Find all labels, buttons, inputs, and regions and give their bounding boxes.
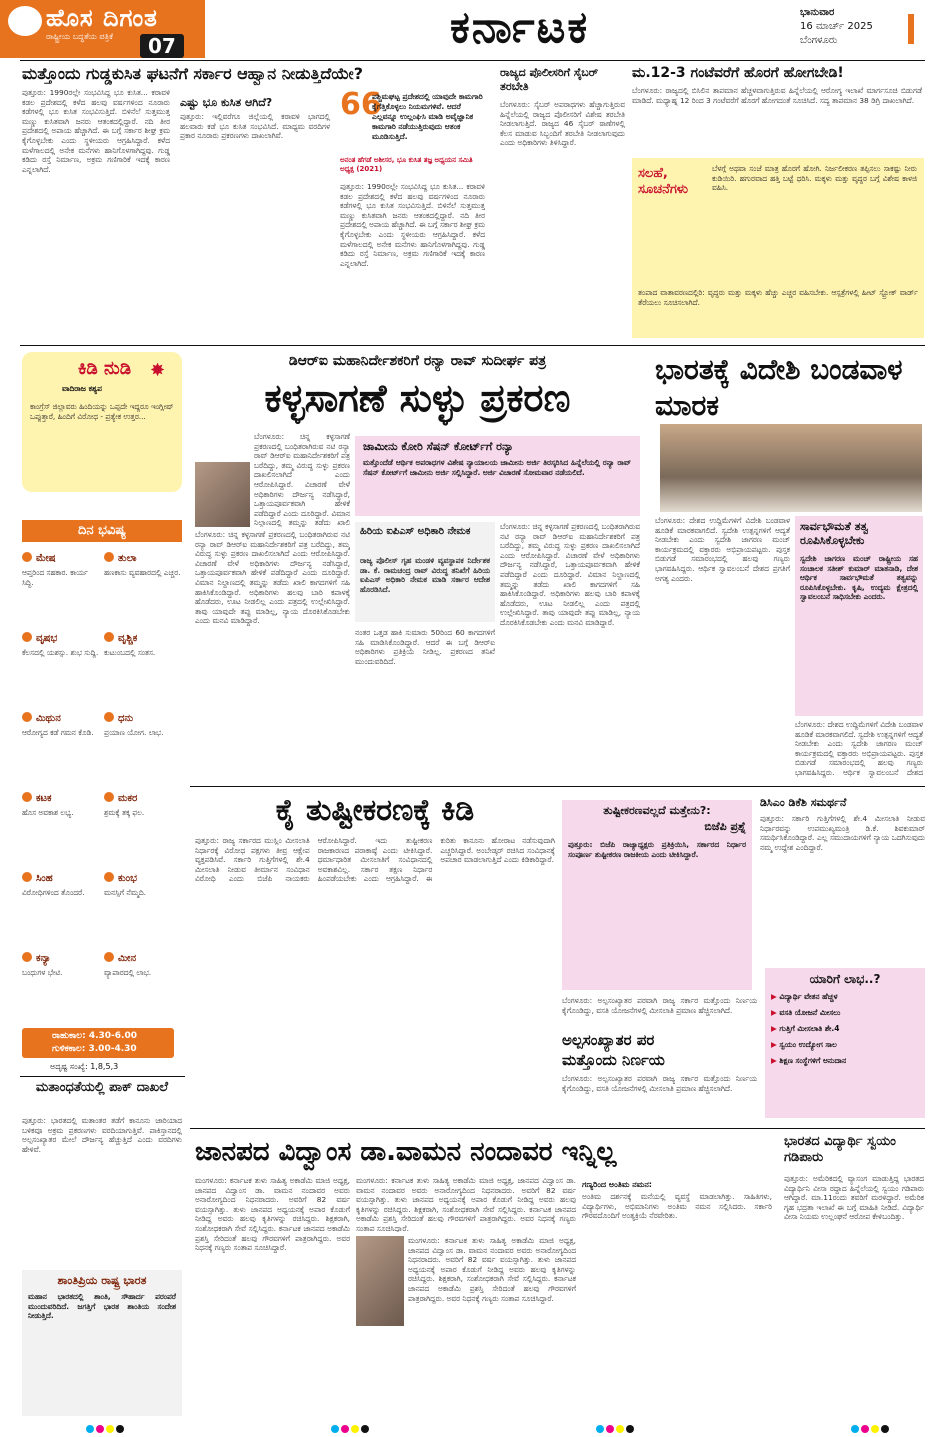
- horoscope-sign: [22, 946, 100, 1022]
- benefit-item: [771, 992, 921, 1002]
- heat-advisory-headline: ಮ.12-3 ಗಂಟೆವರೆಗೆ ಹೊರಗೆ ಹೋಗಬೇಡಿ!: [632, 65, 844, 81]
- conversion-body: ಪುತ್ತೂರು: ಭಾರತದಲ್ಲಿ ಮತಾಂತರ ತಡೆಗೆ ಕಾನೂನು ಜಾರಿಯಾದ ಬಳಿಕವೂ ಅಕ್ರಮ ಪ್ರಕರಣಗಳು ವರದಿಯಾಗುತ್ತಿವೆ. ಪಾಕಿಸ್ತಾನದಲ್ಲಿ ಅಲ್ಪಸಂಖ್ಯಾತರ ಮೇಲೆ ದೌರ್ಜನ್ಯ ಹೆಚ್ಚುತ್ತಿದೆ ಎಂದು ವರದಿಗಳು ಹೇಳಿವೆ.: [22, 1116, 182, 1154]
- benefit-item: [771, 1024, 921, 1034]
- sovereignty-box: [795, 516, 923, 716]
- ranya-body: ಬೆಂಗಳೂರು: ಚಿನ್ನ ಕಳ್ಳಸಾಗಣೆ ಪ್ರಕರಣದಲ್ಲಿ ಬಂಧಿತರಾಗಿರುವ ನಟಿ ರನ್ಯಾ ರಾವ್ ಡಿಆರ್‌ಐ ಮಹಾನಿರ್ದೇಶಕರಿಗೆ ಪತ್ರ ಬರೆದಿದ್ದು, ತಮ್ಮ ವಿರುದ್ಧ ಸುಳ್ಳು ಪ್ರಕರಣ ದಾಖಲಿಸಲಾಗಿದೆ ಎಂದು ಆರೋಪಿಸಿದ್ದಾರೆ. ವಿಚಾರಣೆ ವೇಳೆ ಅಧಿಕಾರಿಗಳು ದೌರ್ಜನ್ಯ ನಡೆಸಿದ್ದಾರೆ, ಒತ್ತಾಯಪೂರ್ವಕವಾಗಿ ಹೇಳಿಕೆ ಪಡೆದಿದ್ದಾರೆ ಎಂದು ದೂರಿದ್ದಾರೆ. ವಿಮಾನ ನಿಲ್ದಾಣದಲ್ಲಿ ತಮ್ಮನ್ನು ತಡೆದು ಖಾಲಿ ಕಾಗದಗಳಿಗೆ ಸಹಿ ಹಾಕಿಸಿಕೊಂಡಿದ್ದಾರೆ. ಅಧಿಕಾರಿಗಳು ಹಲವು ಬಾರಿ ಕಪಾಳಕ್ಕೆ ಹೊಡೆದರು, ಊಟ ನೀಡಲಿಲ್ಲ ಎಂದು ಪತ್ರದಲ್ಲಿ ಉಲ್ಲೇಖಿಸಿದ್ದಾರೆ. ತಾವು ಯಾವುದೇ ತಪ್ಪು ಮಾಡಿಲ್ಲ, ನ್ಯಾಯ ದೊರಕಿಸಿಕೊಡಬೇಕು ಎಂದು ಮನವಿ ಮಾಡಿದ್ದಾರೆ.: [195, 530, 350, 626]
- bjp-box: [562, 800, 752, 990]
- fdi-headline: ಭಾರತಕ್ಕೆ ವಿದೇಶಿ ಬಂಡವಾಳ ಮಾರಕ: [655, 353, 903, 422]
- horoscope-title: ದಿನ ಭವಿಷ್ಯ: [22, 520, 182, 542]
- dcm-headline: ಡಿಸಿಎಂ ಡಿಕೆಶಿ ಸಮರ್ಥನೆ: [760, 796, 847, 809]
- tips-body: ಬೆಳಗ್ಗೆ ಅಥವಾ ಸಂಜೆ ಮಾತ್ರ ಹೊರಗೆ ಹೋಗಿ. ನಿರ್ಜಲೀಕರಣ ತಪ್ಪಿಸಲು ಸಾಕಷ್ಟು ನೀರು ಕುಡಿಯಿರಿ. ಹಗುರವಾದ ಹತ್ತಿ ಬಟ್ಟೆ ಧರಿಸಿ. ಮಕ್ಕಳು ಮತ್ತು ವೃದ್ಧರ ಬಗ್ಗೆ ವಿಶೇಷ ಕಾಳಜಿ ವಹಿಸಿ.: [712, 164, 917, 193]
- zodiac-icon: [104, 872, 114, 882]
- ips-box: [355, 522, 495, 622]
- kidi-nudi-box: [22, 352, 182, 492]
- zodiac-icon: [22, 552, 32, 562]
- sovereignty-headline: ಸಾರ್ವಭೌಮತೆ ತತ್ವ ರೂಪಿಸಿಕೊಳ್ಳಬೇಕು: [800, 520, 869, 547]
- benefit-headline: ಯಾರಿಗೆ ಲಾಭ..?: [809, 972, 881, 986]
- zodiac-icon: [22, 632, 32, 642]
- zodiac-icon: [22, 872, 32, 882]
- zodiac-icon: [104, 712, 114, 722]
- student-body: ಪುತ್ತೂರು: ಅಮೆರಿಕದಲ್ಲಿ ವ್ಯಾಸಂಗ ಮಾಡುತ್ತಿದ್ದ ಭಾರತದ ವಿದ್ಯಾರ್ಥಿನಿ ವೀಸಾ ರದ್ದಾದ ಹಿನ್ನೆಲೆಯಲ್ಲಿ ಸ್ವಯಂ ಗಡಿಪಾರು ಆಗಿದ್ದಾರೆ. ಮಾ.11ರಂದು ತವರಿಗೆ ಮರಳಿದ್ದಾರೆ. ಅಮೆರಿಕ ಗೃಹ ಭದ್ರತಾ ಇಲಾಖೆ ಈ ಬಗ್ಗೆ ಮಾಹಿತಿ ನೀಡಿದೆ. ವಿದ್ಯಾರ್ಥಿ ವೀಸಾ ನಿಯಮ ಉಲ್ಲಂಘನೆ ಆರೋಪ ಕೇಳಿಬಂದಿತ್ತು.: [784, 1174, 924, 1222]
- newspaper-tagline: ರಾಷ್ಟ್ರೀಯ ಬದ್ಧತೆಯ ಪತ್ರಿಕೆ: [46, 32, 113, 41]
- sidebar-divider: [20, 1076, 185, 1077]
- minority-intro: ಬೆಂಗಳೂರು: ಅಲ್ಪಸಂಖ್ಯಾತರ ಪರವಾಗಿ ರಾಜ್ಯ ಸರ್ಕಾರ ಮತ್ತೊಂದು ನಿರ್ಣಯ ಕೈಗೊಂಡಿದ್ದು, ವಸತಿ ಯೋಜನೆಗಳಲ್ಲಿ ಮೀಸಲಾತಿ ಪ್ರಮಾಣ ಹೆಚ್ಚಿಸಲಾಗಿದೆ.: [562, 996, 757, 1015]
- sign-name: ಮೇಷ: [36, 553, 56, 564]
- peace-box: [22, 1270, 182, 1416]
- dcm-body: ಪುತ್ತೂರು: ಸರ್ಕಾರಿ ಗುತ್ತಿಗೆಗಳಲ್ಲಿ ಶೇ.4 ಮೀಸಲಾತಿ ನೀಡುವ ನಿರ್ಧಾರವನ್ನು ಉಪಮುಖ್ಯಮಂತ್ರಿ ಡಿ.ಕೆ. ಶಿವಕುಮಾರ್ ಸಮರ್ಥಿಸಿಕೊಂಡಿದ್ದಾರೆ. ಎಲ್ಲ ಸಮುದಾಯಗಳಿಗೆ ನ್ಯಾಯ ಒದಗಿಸುವುದು ನಮ್ಮ ಉದ್ದೇಶ ಎಂದಿದ್ದಾರೆ.: [760, 814, 925, 852]
- ranya-headline: ಕಳ್ಳಸಾಗಣೆ ಸುಳ್ಳು ಪ್ರಕರಣ: [264, 376, 571, 420]
- cyber-training-headline: ರಾಜ್ಯದ ಪೊಲೀಸರಿಗೆ ಸೈಬರ್ ತರಬೇತಿ: [500, 66, 599, 93]
- horoscope-sign: [104, 946, 182, 1022]
- benefit-item: [771, 1008, 921, 1018]
- sign-name: ತುಲಾ: [118, 553, 137, 564]
- lead-body: ಪುತ್ತೂರು: 1990ರಲ್ಲೇ ಸಂಭವಿಸಿದ್ದ ಭೂ ಕುಸಿತ... ಕರಾವಳಿ ಕಡಲ ಪ್ರದೇಶದಲ್ಲಿ ಕಳೆದ ಹಲವು ವರ್ಷಗಳಿಂದ ನೂರಾರು ಕಡೆಗಳಲ್ಲಿ ಭೂ ಕುಸಿತ ಸಂಭವಿಸುತ್ತಿದೆ. ಬಿಳಿನೆಲೆ ಸುತ್ತಮುತ್ತ ಮಣ್ಣು ಕುಸಿತವಾಗಿ ಜನರು ಆತಂಕದಲ್ಲಿದ್ದಾರೆ. ನದಿ ತೀರ ಪ್ರದೇಶದಲ್ಲಿ ಅಪಾಯ ಹೆಚ್ಚಾಗಿದೆ. ಈ ಬಗ್ಗೆ ಸರ್ಕಾರ ಶೀಘ್ರ ಕ್ರಮ ಕೈಗೊಳ್ಳಬೇಕು ಎಂದು ಸ್ಥಳೀಯರು ಆಗ್ರಹಿಸಿದ್ದಾರೆ. ಕಳೆದ ಮಳೆಗಾಲದಲ್ಲಿ ಅನೇಕ ಮನೆಗಳು ಹಾನಿಗೊಳಗಾಗಿದ್ದವು. ಗುಡ್ಡ ಕಡಿದು ರಸ್ತೆ ನಿರ್ಮಾಣ, ಅಕ್ರಮ ಗಣಿಗಾರಿಕೆ ಇದಕ್ಕೆ ಕಾರಣ ಎನ್ನಲಾಗಿದೆ.: [22, 88, 170, 174]
- date: 16 ಮಾರ್ಚ್ 2025: [800, 21, 873, 32]
- sign-name: ಧನು: [118, 713, 134, 724]
- heat-advisory-body: ಬೆಂಗಳೂರು: ರಾಜ್ಯದಲ್ಲಿ ಬಿಸಿಲಿನ ತಾಪಮಾನ ಹೆಚ್ಚಳವಾಗುತ್ತಿರುವ ಹಿನ್ನೆಲೆಯಲ್ಲಿ ಆರೋಗ್ಯ ಇಲಾಖೆ ಮಾರ್ಗಸೂಚಿ ಬಿಡುಗಡೆ ಮಾಡಿದೆ. ಮಧ್ಯಾಹ್ನ 12 ರಿಂದ 3 ಗಂಟೆವರೆಗೆ ಹೊರಗೆ ಹೋಗದಂತೆ ಸೂಚಿಸಿದೆ. ಸದ್ಯ ತಾಪಮಾನ 38 ಡಿಗ್ರಿ ದಾಖಲಾಗಿದೆ.: [632, 86, 922, 105]
- row-divider-2: [190, 786, 925, 787]
- zodiac-icon: [22, 712, 32, 722]
- peace-headline: ಶಾಂತಿಪ್ರಿಯ ರಾಷ್ಟ್ರ ಭಾರತ: [57, 1274, 147, 1287]
- sign-text: ಕೆಲಸದಲ್ಲಿ ಯಶಸ್ಸು. ಶುಭ ಸುದ್ದಿ.: [22, 648, 99, 657]
- sign-name: ಸಿಂಹ: [36, 873, 53, 884]
- ranya-body-top: ಬೆಂಗಳೂರು: ಚಿನ್ನ ಕಳ್ಳಸಾಗಣೆ ಪ್ರಕರಣದಲ್ಲಿ ಬಂಧಿತರಾಗಿರುವ ನಟಿ ರನ್ಯಾ ರಾವ್ ಡಿಆರ್‌ಐ ಮಹಾನಿರ್ದೇಶಕರಿಗೆ ಪತ್ರ ಬರೆದಿದ್ದು, ತಮ್ಮ ವಿರುದ್ಧ ಸುಳ್ಳು ಪ್ರಕರಣ ದಾಖಲಿಸಲಾಗಿದೆ ಎಂದು ಆರೋಪಿಸಿದ್ದಾರೆ. ವಿಚಾರಣೆ ವೇಳೆ ಅಧಿಕಾರಿಗಳು ದೌರ್ಜನ್ಯ ನಡೆಸಿದ್ದಾರೆ, ಒತ್ತಾಯಪೂರ್ವಕವಾಗಿ ಹೇಳಿಕೆ ಪಡೆದಿದ್ದಾರೆ ಎಂದು ದೂರಿದ್ದಾರೆ. ವಿಮಾನ ನಿಲ್ದಾಣದಲ್ಲಿ ತಮ್ಮನ್ನು ತಡೆದು ಖಾಲಿ: [254, 432, 350, 527]
- bail-box: [355, 436, 640, 516]
- landslide-question-head: ಎಷ್ಟು ಭೂ ಕುಸಿತ ಆಗಿದೆ?: [180, 96, 273, 109]
- benefit-text: ಗುತ್ತಿಗೆ ಮೀಸಲಾತಿ ಶೇ.4: [779, 1024, 840, 1033]
- sign-name: ಮಿಥುನ: [36, 713, 61, 724]
- spark-icon: ✸: [150, 360, 166, 381]
- fdi-body-continued: ಬೆಂಗಳೂರು: ದೇಶದ ಉದ್ದಿಮೆಗಳಿಗೆ ವಿದೇಶಿ ಬಂಡವಾಳ ಹೂಡಿಕೆ ಮಾರಕವಾಗಲಿದೆ. ಸ್ವದೇಶಿ ಉತ್ಪನ್ನಗಳಿಗೆ ಆದ್ಯತೆ ನೀಡಬೇಕು ಎಂದು ಸ್ವದೇಶಿ ಜಾಗರಣ ಮಂಚ್ ಕಾರ್ಯಕ್ರಮದಲ್ಲಿ ವಕ್ತಾರರು ಅಭಿಪ್ರಾಯಪಟ್ಟರು. ಪುಸ್ತಕ ಬಿಡುಗಡೆ ಸಮಾರಂಭದಲ್ಲಿ ಹಲವು ಗಣ್ಯರು ಭಾಗವಹಿಸಿದ್ದರು. ಆರ್ಥಿಕ ಸ್ವಾವಲಂಬನೆ ದೇಶದ: [795, 720, 923, 777]
- benefit-text: ವಸತಿ ಯೋಜನೆ ಮೀಸಲು: [779, 1008, 841, 1017]
- ranya-body-2: ನಂತರ ಒತ್ತಡ ಹಾಕಿ ಸುಮಾರು 50ರಿಂದ 60 ಕಾಗದಗಳಿಗೆ ಸಹಿ ಮಾಡಿಸಿಕೊಂಡಿದ್ದಾರೆ. ಆದರೆ ಈ ಬಗ್ಗೆ ಡಿಆರ್‌ಐ ಅಧಿಕಾರಿಗಳು ಪ್ರತಿಕ್ರಿಯೆ ನೀಡಿಲ್ಲ. ಪ್ರಕರಣದ ತನಿಖೆ ಮುಂದುವರಿದಿದೆ.: [355, 628, 495, 666]
- horoscope-sign: [104, 706, 182, 782]
- kidi-body: ಕಾಂಗ್ರೆಸ್ ಜಿಲ್ಲಾವರು ಹಿಂದಿಯನ್ನು ಒಪ್ಪದೇ ಇದ್ದರೂ ಇಂಗ್ಲೀಷ್ ಒಪ್ಪುತ್ತಾರೆ, ಹಿಂದಿಗೆ ವಿರೋಧ - ಪ್ರತ್ಯೇಕ ಉತ್ತರ...: [30, 402, 174, 421]
- benefit-text: ಸ್ವಯಂ ಉದ್ಯೋಗ ಸಾಲ: [779, 1040, 837, 1049]
- sign-text: ಶ್ರಮಕ್ಕೆ ತಕ್ಕ ಫಲ.: [104, 808, 145, 817]
- sign-text: ಹಣಕಾಸು ವ್ಯವಹಾರದಲ್ಲಿ ಎಚ್ಚರ.: [104, 568, 181, 577]
- ips-body: ರಾಜ್ಯ ಪೊಲೀಸ್ ಗೃಹ ಮಂಡಳಿ ವ್ಯವಸ್ಥಾಪಕ ನಿರ್ದೇಶಕ ಡಾ. ಕೆ. ರಾಮಚಂದ್ರ ರಾವ್ ವಿರುದ್ಧ ತನಿಖೆಗೆ ಹಿರಿಯ ಐಪಿಎಸ್ ಅಧಿಕಾರಿ ನೇಮಕ ಮಾಡಿ ಸರ್ಕಾರ ಆದೇಶ ಹೊರಡಿಸಿದೆ.: [360, 556, 490, 594]
- benefit-item: [771, 1056, 921, 1066]
- landslide-question-body: ಪುತ್ತೂರು: ಇಲ್ಲಿವರೆಗೂ ಜಿಲ್ಲೆಯಲ್ಲಿ ಕರಾವಳಿ ಭಾಗದಲ್ಲಿ ಹಲವಾರು ಕಡೆ ಭೂ ಕುಸಿತ ಸಂಭವಿಸಿದೆ. ಮಾಧ್ಯಮ ವರದಿಗಳ ಪ್ರಕಾರ ನೂರಾರು ಪ್ರಕರಣಗಳು ದಾಖಲಾಗಿವೆ.: [180, 112, 330, 141]
- obituary-headline: ಜಾನಪದ ವಿದ್ವಾಂಸ ಡಾ.ವಾಮನ ನಂದಾವರ ಇನ್ನಿಲ್ಲ: [195, 1137, 617, 1167]
- section-title: ಕರ್ನಾಟಕ: [450, 2, 590, 53]
- benefit-text: ಶಿಕ್ಷಣ ಸಂಸ್ಥೆಗಳಿಗೆ ಅನುದಾನ: [779, 1056, 847, 1065]
- benefit-list: [771, 992, 921, 1072]
- city: ಬೆಂಗಳೂರು: [800, 35, 838, 46]
- kidi-author: ವಾದಿರಾಜ ಕಶ್ಯಪ: [62, 384, 102, 393]
- arrow-icon: ▶: [771, 1008, 780, 1017]
- registration-marks-4: [850, 1418, 890, 1437]
- zodiac-icon: [104, 632, 114, 642]
- bjp-body: ಪುತ್ತೂರು: ಬಿಜೆಪಿ ರಾಜ್ಯಾಧ್ಯಕ್ಷರು ಪ್ರತಿಕ್ರಿಯಿಸಿ, ಸರ್ಕಾರದ ನಿರ್ಧಾರ ಸಂಪೂರ್ಣ ತುಷ್ಟೀಕರಣ ರಾಜಕೀಯ ಎಂದು ಟೀಕಿಸಿದ್ದಾರೆ.: [568, 840, 746, 859]
- zodiac-icon: [104, 552, 114, 562]
- registration-marks-3: [595, 1418, 635, 1437]
- horoscope-sign: [22, 546, 100, 622]
- appeasement-body: ಪುತ್ತೂರು: ರಾಜ್ಯ ಸರ್ಕಾರದ ಮುಸ್ಲಿಂ ಮೀಸಲಾತಿ ನಿರ್ಧಾರಕ್ಕೆ ವಿರೋಧ ಪಕ್ಷಗಳು ತೀವ್ರ ಆಕ್ಷೇಪ ವ್ಯಕ್ತಪಡಿಸಿವೆ. ಸರ್ಕಾರಿ ಗುತ್ತಿಗೆಗಳಲ್ಲಿ ಶೇ.4 ಮೀಸಲಾತಿ ನೀಡುವ ತೀರ್ಮಾನ ಸಂವಿಧಾನ ವಿರೋಧಿ ಎಂದು ಬಿಜೆಪಿ ನಾಯಕರು ಆರೋಪಿಸಿದ್ದಾರೆ. ಇದು ತುಷ್ಟೀಕರಣ ರಾಜಕಾರಣದ ಪರಾಕಾಷ್ಠೆ ಎಂದು ಟೀಕಿಸಿದ್ದಾರೆ. ಧರ್ಮಾಧಾರಿತ ಮೀಸಲಾತಿಗೆ ಸಂವಿಧಾನದಲ್ಲಿ ಅವಕಾಶವಿಲ್ಲ. ಸರ್ಕಾರ ತಕ್ಷಣ ನಿರ್ಧಾರ ಹಿಂಪಡೆಯಬೇಕು ಎಂದು ಆಗ್ರಹಿಸಿದ್ದಾರೆ. ಈ ಕುರಿತು ಕಾನೂನು ಹೋರಾಟ ನಡೆಸುವುದಾಗಿ ಎಚ್ಚರಿಸಿದ್ದಾರೆ. ಅಂಬೇಡ್ಕರ್ ರಚಿಸಿದ ಸಂವಿಧಾನಕ್ಕೆ ಅಪಚಾರ ಮಾಡಲಾಗುತ್ತಿದೆ ಎಂದು ಕಿಡಿಕಾರಿದ್ದಾರೆ.: [195, 836, 555, 884]
- horoscope-sign: [104, 546, 182, 622]
- date-accent-bar: [908, 14, 914, 44]
- minority-body: ಬೆಂಗಳೂರು: ಅಲ್ಪಸಂಖ್ಯಾತರ ಪರವಾಗಿ ರಾಜ್ಯ ಸರ್ಕಾರ ಮತ್ತೊಂದು ನಿರ್ಣಯ ಕೈಗೊಂಡಿದ್ದು, ವಸತಿ ಯೋಜನೆಗಳಲ್ಲಿ ಮೀಸಲಾತಿ ಪ್ರಮಾಣ ಹೆಚ್ಚಿಸಲಾಗಿದೆ.: [562, 1074, 757, 1093]
- obituary-subhead: ಗಣ್ಯರಿಂದ ಅಂತಿಮ ನಮನ:: [582, 1180, 652, 1189]
- arrow-icon: ▶: [771, 1024, 780, 1033]
- book-release-photo: [660, 424, 922, 512]
- scholar-photo: [356, 1236, 404, 1326]
- zodiac-icon: [104, 792, 114, 802]
- zodiac-icon: [104, 952, 114, 962]
- masthead-logo-block: [0, 0, 205, 58]
- guli-time: 3.00-4.30: [88, 1044, 137, 1054]
- ranya-kicker: ಡಿಆರ್‌ಐ ಮಹಾನಿರ್ದೇಶಕರಿಗೆ ರನ್ಯಾ ರಾವ್ ಸುದೀರ್ಘ ಪತ್ರ: [288, 353, 547, 369]
- masthead-rule: [20, 60, 925, 61]
- row-divider-1: [20, 345, 925, 346]
- sign-text: ಮನಸ್ಸಿಗೆ ನೆಮ್ಮದಿ.: [104, 888, 146, 897]
- obituary-body-3: ಅಂತಿಮ ದರ್ಶನಕ್ಕೆ ಮನೆಯಲ್ಲಿ ವ್ಯವಸ್ಥೆ ಮಾಡಲಾಗಿತ್ತು. ಸಾಹಿತಿಗಳು, ವಿದ್ಯಾರ್ಥಿಗಳು, ಅಭಿಮಾನಿಗಳು ಅಂತಿಮ ನಮನ ಸಲ್ಲಿಸಿದರು. ಸರ್ಕಾರಿ ಗೌರವದೊಂದಿಗೆ ಅಂತ್ಯಕ್ರಿಯೆ ನೆರವೇರಿತು.: [582, 1192, 772, 1221]
- tips-footer: ತಂಪಾದ ವಾತಾವರಣದಲ್ಲಿರಿ: ವೃದ್ಧರು ಮತ್ತು ಮಕ್ಕಳು ಹೆಚ್ಚು ಎಚ್ಚರ ವಹಿಸಬೇಕು. ಆಸ್ಪತ್ರೆಗಳಲ್ಲಿ ಹೀಟ್ ಸ್ಟ್ರೋಕ್ ವಾರ್ಡ್ ತೆರೆಯಲು ಸೂಚಿಸಲಾಗಿದೆ.: [638, 288, 918, 307]
- lead-body-continued: ಪುತ್ತೂರು: 1990ರಲ್ಲೇ ಸಂಭವಿಸಿದ್ದ ಭೂ ಕುಸಿತ... ಕರಾವಳಿ ಕಡಲ ಪ್ರದೇಶದಲ್ಲಿ ಕಳೆದ ಹಲವು ವರ್ಷಗಳಿಂದ ನೂರಾರು ಕಡೆಗಳಲ್ಲಿ ಭೂ ಕುಸಿತ ಸಂಭವಿಸುತ್ತಿದೆ. ಬಿಳಿನೆಲೆ ಸುತ್ತಮುತ್ತ ಮಣ್ಣು ಕುಸಿತವಾಗಿ ಜನರು ಆತಂಕದಲ್ಲಿದ್ದಾರೆ. ನದಿ ತೀರ ಪ್ರದೇಶದಲ್ಲಿ ಅಪಾಯ ಹೆಚ್ಚಾಗಿದೆ. ಈ ಬಗ್ಗೆ ಸರ್ಕಾರ ಶೀಘ್ರ ಕ್ರಮ ಕೈಗೊಳ್ಳಬೇಕು ಎಂದು ಸ್ಥಳೀಯರು ಆಗ್ರಹಿಸಿದ್ದಾರೆ. ಕಳೆದ ಮಳೆಗಾಲದಲ್ಲಿ ಅನೇಕ ಮನೆಗಳು ಹಾನಿಗೊಳಗಾಗಿದ್ದವು. ಗುಡ್ಡ ಕಡಿದು ರಸ್ತೆ ನಿರ್ಮಾಣ, ಅಕ್ರಮ ಗಣಿಗಾರಿಕೆ ಇದಕ್ಕೆ ಕಾರಣ ಎನ್ನಲಾಗಿದೆ.: [340, 182, 485, 268]
- student-headline: ಭಾರತದ ವಿದ್ಯಾರ್ಥಿ ಸ್ವಯಂ ಗಡಿಪಾರು: [784, 1134, 896, 1165]
- lamp-logo-icon: [8, 6, 42, 36]
- registration-marks-1: [85, 1418, 125, 1437]
- tips-label: ಸಲಹೆ, ಸೂಚನೆಗಳು: [638, 166, 689, 197]
- sign-name: ಕನ್ಯಾ: [36, 953, 51, 964]
- heat-tips-box: [632, 158, 924, 338]
- benefit-text: ವಿದ್ಯಾರ್ಥಿ ವೇತನ ಹೆಚ್ಚಳ: [779, 992, 838, 1001]
- dateline: [800, 6, 910, 48]
- horoscope-sign: [104, 626, 182, 702]
- quote-source: ಅನಂತ ಹೆಗಡೆ ಅಶೀಸರ, ಭೂ ಕುಸಿತ ತಜ್ಞ ಅಧ್ಯಯನ ಸಮಿತಿ ಅಧ್ಯಕ್ಷ (2021): [340, 156, 473, 173]
- expert-quote: ಪಶ್ಚಿಮಘಟ್ಟ ಪ್ರದೇಶದಲ್ಲಿ ಯಾವುದೇ ಕಾಮಗಾರಿ ಕೈಗೆತ್ತಿಕೊಳ್ಳಲು ನಿಯಮಗಳಿವೆ. ಆದರೆ ಎಲ್ಲವನ್ನೂ ಉಲ್ಲಂಘಿಸಿ ಮಾಡಿ ಅವೈಜ್ಞಾನಿಕ ಕಾಮಗಾರಿ ನಡೆಯುತ್ತಿರುವುದು ಆತಂಕ ಮೂಡಿಸುತ್ತಿದೆ.: [372, 92, 483, 141]
- fdi-body: ಬೆಂಗಳೂರು: ದೇಶದ ಉದ್ದಿಮೆಗಳಿಗೆ ವಿದೇಶಿ ಬಂಡವಾಳ ಹೂಡಿಕೆ ಮಾರಕವಾಗಲಿದೆ. ಸ್ವದೇಶಿ ಉತ್ಪನ್ನಗಳಿಗೆ ಆದ್ಯತೆ ನೀಡಬೇಕು ಎಂದು ಸ್ವದೇಶಿ ಜಾಗರಣ ಮಂಚ್ ಕಾರ್ಯಕ್ರಮದಲ್ಲಿ ವಕ್ತಾರರು ಅಭಿಪ್ರಾಯಪಟ್ಟರು. ಪುಸ್ತಕ ಬಿಡುಗಡೆ ಸಮಾರಂಭದಲ್ಲಿ ಹಲವು ಗಣ್ಯರು ಭಾಗವಹಿಸಿದ್ದರು. ಆರ್ಥಿಕ ಸ್ವಾವಲಂಬನೆ ದೇಶದ ಪ್ರಗತಿಗೆ ಅಗತ್ಯ ಎಂದರು.: [655, 516, 790, 583]
- horoscope-sign: [104, 786, 182, 862]
- sign-text: ವಿರೋಧಿಗಳಿಂದ ತೊಂದರೆ.: [22, 888, 85, 897]
- minority-headline: ಅಲ್ಪಸಂಖ್ಯಾತರ ಪರ ಮತ್ತೊಂದು ನಿರ್ಣಯ: [562, 1031, 665, 1069]
- sign-name: ವೃಷಭ: [36, 633, 58, 644]
- horoscope-grid: [22, 546, 182, 1026]
- benefit-item: [771, 1040, 921, 1050]
- horoscope-sign: [22, 706, 100, 782]
- guli-label: ಗುಳಿಕಕಾಲ:: [52, 1044, 86, 1054]
- sign-text: ಹೊಸ ಅವಕಾಶ ಲಭ್ಯ.: [22, 808, 74, 817]
- ips-headline: ಹಿರಿಯ ಐಪಿಎಸ್ ಅಧಿಕಾರಿ ನೇಮಕ: [360, 526, 471, 537]
- obituary-body-2: ಮಂಗಳೂರು: ಕರ್ನಾಟಕ ತುಳು ಸಾಹಿತ್ಯ ಅಕಾಡೆಮಿ ಮಾಜಿ ಅಧ್ಯಕ್ಷ, ಜಾನಪದ ವಿದ್ವಾಂಸ ಡಾ. ವಾಮನ ನಂದಾವರ ಅವರು ಅನಾರೋಗ್ಯದಿಂದ ನಿಧನರಾದರು. ಅವರಿಗೆ 82 ವರ್ಷ ವಯಸ್ಸಾಗಿತ್ತು. ತುಳು ಜಾನಪದ ಅಧ್ಯಯನಕ್ಕೆ ಅಪಾರ ಕೊಡುಗೆ ನೀಡಿದ್ದ ಅವರು ಹಲವು ಕೃತಿಗಳನ್ನು ರಚಿಸಿದ್ದರು. ಶಿಕ್ಷಕರಾಗಿ, ಸಂಶೋಧಕರಾಗಿ ಸೇವೆ ಸಲ್ಲಿಸಿದ್ದರು. ಕರ್ನಾಟಕ ಜಾನಪದ ಅಕಾಡೆಮಿ ಪ್ರಶಸ್ತಿ ಸೇರಿದಂತೆ ಹಲವು ಗೌರವಗಳಿಗೆ ಪಾತ್ರರಾಗಿದ್ದರು. ಅವರ ನಿಧನಕ್ಕೆ ಗಣ್ಯರು ಸಂತಾಪ ಸೂಚಿಸಿದ್ದಾರೆ.: [408, 1236, 576, 1303]
- bail-headline: ಜಾಮೀನು ಕೋರಿ ಸೆಷನ್ ಕೋರ್ಟ್‌ಗೆ ರನ್ಯಾ: [363, 440, 514, 453]
- sign-name: ಮೀನ: [118, 953, 136, 964]
- sign-text: ಕುಟುಂಬದಲ್ಲಿ ಸಂತಸ.: [104, 648, 156, 657]
- bjp-headline: ಬಿಜೆಪಿ ಪ್ರಶ್ನೆ: [704, 820, 746, 833]
- arrow-icon: ▶: [771, 1040, 780, 1049]
- rahu-label: ರಾಹುಕಾಲ:: [52, 1031, 86, 1041]
- sign-name: ಕುಂಭ: [118, 873, 137, 884]
- obituary-body: ಮಂಗಳೂರು: ಕರ್ನಾಟಕ ತುಳು ಸಾಹಿತ್ಯ ಅಕಾಡೆಮಿ ಮಾಜಿ ಅಧ್ಯಕ್ಷ, ಜಾನಪದ ವಿದ್ವಾಂಸ ಡಾ. ವಾಮನ ನಂದಾವರ ಅವರು ಅನಾರೋಗ್ಯದಿಂದ ನಿಧನರಾದರು. ಅವರಿಗೆ 82 ವರ್ಷ ವಯಸ್ಸಾಗಿತ್ತು. ತುಳು ಜಾನಪದ ಅಧ್ಯಯನಕ್ಕೆ ಅಪಾರ ಕೊಡುಗೆ ನೀಡಿದ್ದ ಅವರು ಹಲವು ಕೃತಿಗಳನ್ನು ರಚಿಸಿದ್ದರು. ಶಿಕ್ಷಕರಾಗಿ, ಸಂಶೋಧಕರಾಗಿ ಸೇವೆ ಸಲ್ಲಿಸಿದ್ದರು. ಕರ್ನಾಟಕ ಜಾನಪದ ಅಕಾಡೆಮಿ ಪ್ರಶಸ್ತಿ ಸೇರಿದಂತೆ ಹಲವು ಗೌರವಗಳಿಗೆ ಪಾತ್ರರಾಗಿದ್ದರು. ಅವರ ನಿಧನಕ್ಕೆ ಗಣ್ಯರು ಸಂತಾಪ ಸೂಚಿಸಿದ್ದಾರೆ.: [195, 1176, 350, 1253]
- row-divider-3: [190, 1128, 925, 1129]
- horoscope-sign: [22, 786, 100, 862]
- conversion-headline: ಮತಾಂಧತೆಯಲ್ಲಿ ಪಾಕ್ ದಾಖಲೆ: [35, 1080, 169, 1095]
- ranya-photo: [195, 462, 250, 527]
- sign-text: ಪ್ರಯಾಣ ಯೋಗ. ಲಾಭ.: [104, 728, 164, 737]
- obituary-body-top: ಮಂಗಳೂರು: ಕರ್ನಾಟಕ ತುಳು ಸಾಹಿತ್ಯ ಅಕಾಡೆಮಿ ಮಾಜಿ ಅಧ್ಯಕ್ಷ, ಜಾನಪದ ವಿದ್ವಾಂಸ ಡಾ. ವಾಮನ ನಂದಾವರ ಅವರು ಅನಾರೋಗ್ಯದಿಂದ ನಿಧನರಾದರು. ಅವರಿಗೆ 82 ವರ್ಷ ವಯಸ್ಸಾಗಿತ್ತು. ತುಳು ಜಾನಪದ ಅಧ್ಯಯನಕ್ಕೆ ಅಪಾರ ಕೊಡುಗೆ ನೀಡಿದ್ದ ಅವರು ಹಲವು ಕೃತಿಗಳನ್ನು ರಚಿಸಿದ್ದರು. ಶಿಕ್ಷಕರಾಗಿ, ಸಂಶೋಧಕರಾಗಿ ಸೇವೆ ಸಲ್ಲಿಸಿದ್ದರು. ಕರ್ನಾಟಕ ಜಾನಪದ ಅಕಾಡೆಮಿ ಪ್ರಶಸ್ತಿ ಸೇರಿದಂತೆ ಹಲವು ಗೌರವಗಳಿಗೆ ಪಾತ್ರರಾಗಿದ್ದರು. ಅವರ ನಿಧನಕ್ಕೆ ಗಣ್ಯರು ಸಂತಾಪ ಸೂಚಿಸಿದ್ದಾರೆ.: [356, 1176, 576, 1232]
- ranya-body-3: ಬೆಂಗಳೂರು: ಚಿನ್ನ ಕಳ್ಳಸಾಗಣೆ ಪ್ರಕರಣದಲ್ಲಿ ಬಂಧಿತರಾಗಿರುವ ನಟಿ ರನ್ಯಾ ರಾವ್ ಡಿಆರ್‌ಐ ಮಹಾನಿರ್ದೇಶಕರಿಗೆ ಪತ್ರ ಬರೆದಿದ್ದು, ತಮ್ಮ ವಿರುದ್ಧ ಸುಳ್ಳು ಪ್ರಕರಣ ದಾಖಲಿಸಲಾಗಿದೆ ಎಂದು ಆರೋಪಿಸಿದ್ದಾರೆ. ವಿಚಾರಣೆ ವೇಳೆ ಅಧಿಕಾರಿಗಳು ದೌರ್ಜನ್ಯ ನಡೆಸಿದ್ದಾರೆ, ಒತ್ತಾಯಪೂರ್ವಕವಾಗಿ ಹೇಳಿಕೆ ಪಡೆದಿದ್ದಾರೆ ಎಂದು ದೂರಿದ್ದಾರೆ. ವಿಮಾನ ನಿಲ್ದಾಣದಲ್ಲಿ ತಮ್ಮನ್ನು ತಡೆದು ಖಾಲಿ ಕಾಗದಗಳಿಗೆ ಸಹಿ ಹಾಕಿಸಿಕೊಂಡಿದ್ದಾರೆ. ಅಧಿಕಾರಿಗಳು ಹಲವು ಬಾರಿ ಕಪಾಳಕ್ಕೆ ಹೊಡೆದರು, ಊಟ ನೀಡಲಿಲ್ಲ ಎಂದು ಪತ್ರದಲ್ಲಿ ಉಲ್ಲೇಖಿಸಿದ್ದಾರೆ. ತಾವು ಯಾವುದೇ ತಪ್ಪು ಮಾಡಿಲ್ಲ, ನ್ಯಾಯ ದೊರಕಿಸಿಕೊಡಬೇಕು ಎಂದು ಮನವಿ ಮಾಡಿದ್ದಾರೆ.: [500, 522, 640, 627]
- sign-text: ಆಪ್ತರಿಂದ ಸಹಕಾರ. ಕಾರ್ಯ ಸಿದ್ಧಿ.: [22, 568, 88, 587]
- arrow-icon: ▶: [771, 992, 780, 1001]
- sign-text: ಆರೋಗ್ಯದ ಕಡೆ ಗಮನ ಕೊಡಿ.: [22, 728, 94, 737]
- horoscope-sign: [104, 866, 182, 942]
- sovereignty-body: ಸ್ವದೇಶಿ ಜಾಗರಣ ಮಂಚ್ ರಾಷ್ಟ್ರೀಯ ಸಹ ಸಂಚಾಲಕ ಸತೀಶ್ ಕುಮಾರ್ ಮಾತನಾಡಿ, ದೇಶ ಆರ್ಥಿಕ ಸಾರ್ವಭೌಮತೆ ತತ್ವವನ್ನು ರೂಪಿಸಿಕೊಳ್ಳಬೇಕು. ಕೃಷಿ, ಉದ್ಯಮ ಕ್ಷೇತ್ರದಲ್ಲಿ ಸ್ವಾವಲಂಬನೆ ಸಾಧಿಸಬೇಕು ಎಂದರು.: [800, 554, 918, 602]
- page-number: 07: [140, 34, 184, 58]
- cyber-training-body: ಬೆಂಗಳೂರು: ಸೈಬರ್ ಅಪರಾಧಗಳು ಹೆಚ್ಚಾಗುತ್ತಿರುವ ಹಿನ್ನೆಲೆಯಲ್ಲಿ ರಾಜ್ಯದ ಪೊಲೀಸರಿಗೆ ವಿಶೇಷ ತರಬೇತಿ ನೀಡಲಾಗುತ್ತಿದೆ. ರಾಜ್ಯದ 46 ಸೈಬರ್ ಠಾಣೆಗಳಲ್ಲಿ ಕೆಲಸ ಮಾಡುವ ಸಿಬ್ಬಂದಿಗೆ ತರಬೇತಿ ನೀಡಲಾಗುವುದು ಎಂದು ಅಧಿಕಾರಿಗಳು ತಿಳಿಸಿದ್ದಾರೆ.: [500, 100, 625, 148]
- horoscope-sign: [22, 626, 100, 702]
- sign-name: ಕಟಕ: [36, 793, 52, 804]
- sign-text: ವ್ಯಾಪಾರದಲ್ಲಿ ಲಾಭ.: [104, 968, 152, 977]
- kaala-box: [22, 1028, 174, 1058]
- kidi-title: ಕಿಡಿ ನುಡಿ: [78, 358, 132, 379]
- bail-body: ಮತ್ತೊಂದೆಡೆ ಆರ್ಥಿಕ ಅಪರಾಧಗಳ ವಿಶೇಷ ನ್ಯಾಯಾಲಯ ಜಾಮೀನು ಅರ್ಜಿ ತಿರಸ್ಕರಿಸಿದ ಹಿನ್ನೆಲೆಯಲ್ಲಿ ರನ್ಯಾ ರಾವ್ ಸೆಷನ್ ಕೋರ್ಟ್‌ಗೆ ಜಾಮೀನು ಅರ್ಜಿ ಸಲ್ಲಿಸಿದ್ದಾರೆ. ಅರ್ಜಿ ವಿಚಾರಣೆ ಸೋಮವಾರ ನಡೆಯಲಿದೆ.: [363, 458, 631, 477]
- registration-marks-2: [330, 1418, 370, 1437]
- lead-headline: ಮತ್ತೊಂದು ಗುಡ್ಡಕುಸಿತ ಘಟನೆಗೆ ಸರ್ಕಾರ ಆಹ್ವಾನ ನೀಡುತ್ತಿದೆಯೇ?: [22, 64, 363, 83]
- peace-body: ಮಹಾನ ಭಾರತದಲ್ಲಿ ಶಾಂತಿ, ಸೌಹಾರ್ದ ಪರಂಪರೆ ಮುಂದುವರಿದಿದೆ. ಜಗತ್ತಿಗೆ ಭಾರತ ಶಾಂತಿಯ ಸಂದೇಶ ನೀಡುತ್ತಿದೆ.: [28, 1292, 176, 1321]
- quote-mark-icon: 66: [340, 87, 382, 122]
- newspaper-name: ಹೊಸ ದಿಗಂತ: [46, 4, 158, 32]
- horoscope-sign: [22, 866, 100, 942]
- zodiac-icon: [22, 952, 32, 962]
- arrow-icon: ▶: [771, 1056, 780, 1065]
- zodiac-icon: [22, 792, 32, 802]
- weekday: ಭಾನುವಾರ: [800, 7, 835, 18]
- lucky-number: ಅದೃಷ್ಟ ಸಂಖ್ಯೆ: 1,8,5,3: [50, 1062, 119, 1071]
- appeasement-headline: ಕೈ ತುಷ್ಟೀಕರಣಕ್ಕೆ ಕಿಡಿ: [275, 793, 475, 828]
- sign-text: ಬಂಧುಗಳ ಭೇಟಿ.: [22, 968, 63, 977]
- benefit-box: [765, 968, 925, 1118]
- sign-name: ಮಕರ: [118, 793, 138, 804]
- sign-name: ವೃಶ್ಚಿಕ: [118, 633, 138, 644]
- bjp-question: ತುಷ್ಟೀಕರಣವಲ್ಲದೆ ಮತ್ತೇನು?:: [603, 804, 711, 817]
- rahu-time: 4.30-6.00: [88, 1031, 137, 1041]
